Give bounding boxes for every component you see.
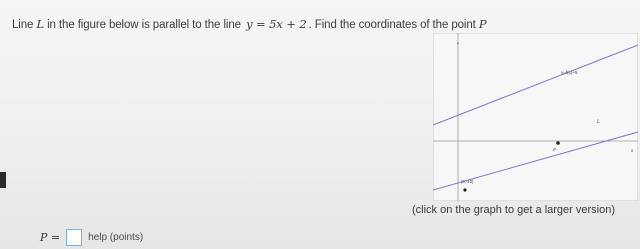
side-marker bbox=[0, 172, 6, 188]
question-part-1: Line bbox=[12, 19, 37, 31]
question-text bbox=[12, 17, 487, 31]
upper-line-label: y=f(x)+5 bbox=[561, 70, 578, 75]
equation: y = 5x + 2 bbox=[246, 17, 307, 31]
line-name: L bbox=[36, 17, 44, 31]
graph-caption: (click on the graph to get a larger version) bbox=[412, 204, 615, 216]
answer-input[interactable] bbox=[66, 229, 82, 246]
answer-row bbox=[40, 229, 143, 246]
graph-image-link[interactable] bbox=[433, 33, 638, 201]
question-part-2: in the figure below is parallel to the line bbox=[43, 19, 245, 31]
point-p-label: P bbox=[553, 147, 556, 152]
point-name: P bbox=[478, 17, 487, 31]
answer-label: P = bbox=[40, 231, 61, 244]
help-link[interactable]: help (points) bbox=[88, 232, 144, 243]
question-part-3: . Find the coordinates of the point bbox=[308, 19, 479, 31]
y-axis-tick-label: • bbox=[457, 41, 459, 47]
graph-border bbox=[433, 33, 638, 201]
intercept-point bbox=[463, 188, 466, 191]
intercept-label: (8,-10) bbox=[461, 179, 474, 184]
line-l-label: L bbox=[597, 120, 600, 125]
x-axis-tick-label: x bbox=[631, 148, 634, 153]
graph-figure bbox=[433, 33, 638, 201]
point-p bbox=[556, 141, 560, 145]
